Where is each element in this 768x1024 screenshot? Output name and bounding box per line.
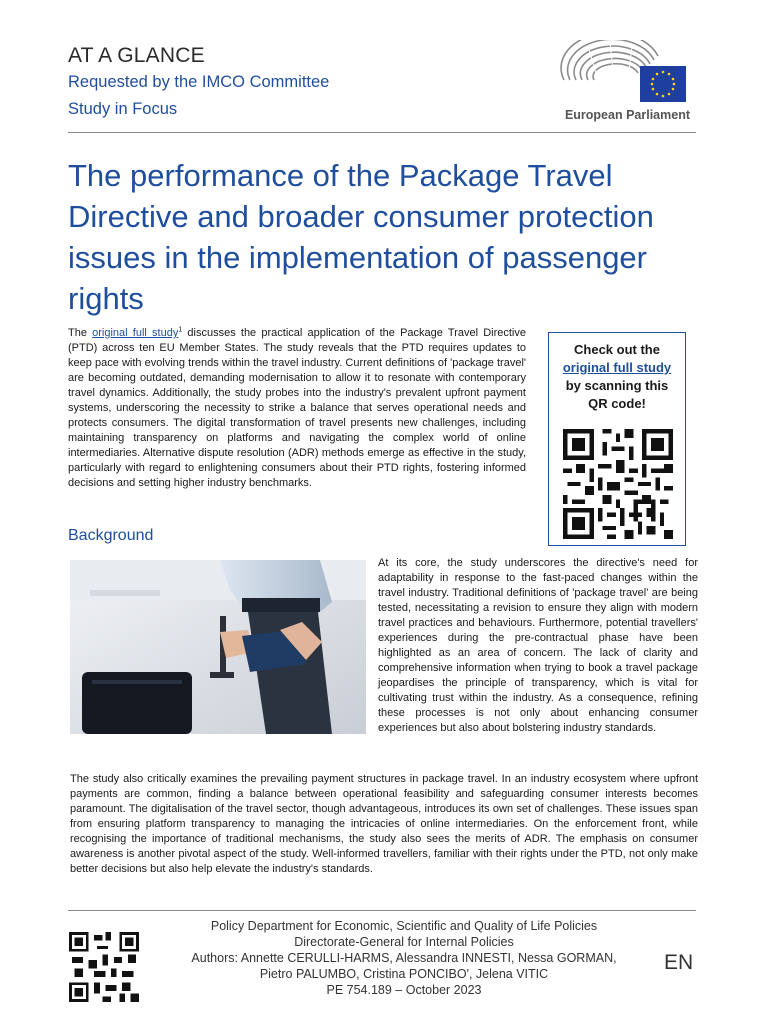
- background-paragraph-1: [70, 556, 698, 736]
- qr-callout-line3: by scanning this: [565, 378, 669, 393]
- qr-callout-line4: QR code!: [588, 396, 646, 411]
- footer-authors-1: Authors: Annette CERULLI-HARMS, Alessandra INNESTI, Nessa GORMAN,: [191, 951, 617, 965]
- background-heading: Background: [68, 527, 154, 544]
- intro-lead: The: [68, 327, 93, 339]
- committee-line: Requested by the IMCO Committee: [68, 73, 330, 91]
- background-text-1: At its core, the study underscores the directive's need for adaptability in response to the fast-paced changes within the travel industry. Traditional definitions of 'package travel' are being tested, necessitating a revision to ensure they align with modern travel practices and behaviours. Furthermore, potential travellers' experiences during the pre-contractual phase have been highlighted as an area of concern. The lack of clarity and comprehensive information when trying to book a travel package jeopardises the principle of transparency, which is vital for cultivating trust within the industry. As a consequence, refining these processes is not only about enhancing consumer experiences but also about bolstering industry standards.: [378, 557, 698, 734]
- footer-authors-2: Pietro PALUMBO, Cristina PONCIBO', Jelena VITIC: [259, 967, 549, 981]
- footer-divider: [68, 910, 696, 911]
- footer-reference: PE 754.189 – October 2023: [326, 983, 482, 997]
- intro-paragraph: [68, 326, 526, 491]
- footer-department: Policy Department for Economic, Scientific and Quality of Life Policies: [210, 919, 598, 933]
- original-study-link[interactable]: original full study: [92, 327, 179, 339]
- logo-text: European Parliament: [564, 108, 690, 122]
- publication-type: AT A GLANCE: [68, 44, 205, 67]
- language-code: EN: [664, 951, 694, 974]
- series-line: Study in Focus: [68, 100, 178, 118]
- qr-callout-line1: Check out the: [574, 342, 660, 357]
- header-divider: [68, 132, 696, 133]
- page-title: The performance of the Package Travel Directive and broader consumer protection issues in the implementation of passenger rights: [68, 158, 654, 316]
- footer-qr-code-icon[interactable]: [66, 932, 142, 1002]
- footer-directorate: Directorate-General for Internal Policies: [294, 935, 514, 949]
- qr-study-link[interactable]: original full study: [562, 360, 672, 375]
- intro-body: discusses the practical application of the Package Travel Directive (PTD) across ten EU Member States. The study reveals that the PTD requires updates to keep pace with evolving trends within the travel industry. Current definitions of 'package travel' are becoming outdated, demanding modernisation to allow it to resonate with contemporary travel dynamics. Additionally, the study probes into the industry's prevalent upfront payment systems, underscoring the necessity to strike a balance that serves operational needs and protects consumers. The digital transformation of travel presents new challenges, including maintaining transparency on platforms and navigating the complex world of online intermediaries. Alternative dispute resolution (ADR) methods emerge as effective in the study, particularly with regard to enlightening consumers about their PTD rights, fostering informed decisions and setting higher industry benchmarks.: [68, 327, 526, 489]
- qr-callout: [548, 332, 686, 546]
- footnote-ref: 1: [178, 326, 183, 334]
- background-paragraph-2: The study also critically examines the prevailing payment structures in package travel. In an industry ecosystem where upfront payments are common, finding a balance between operational feasibility and safeguarding consumer interests becomes paramount. The digitalisation of the travel sector, though advantageous, introduces its own set of challenges. These issues span from ensuring platform transparency to managing the intricacies of online intermediaries. On the enforcement front, while recognising the importance of traditional mechanisms, the study also sees the merits of ADR. The emphasis on consumer awareness is another pivotal aspect of the study. Well-informed travellers, familiar with their rights under the PTD, not only make better decisions but also help elevate the industry's standards.: [70, 773, 698, 875]
- footer-credits: [150, 918, 658, 998]
- qr-code-icon[interactable]: [561, 429, 675, 539]
